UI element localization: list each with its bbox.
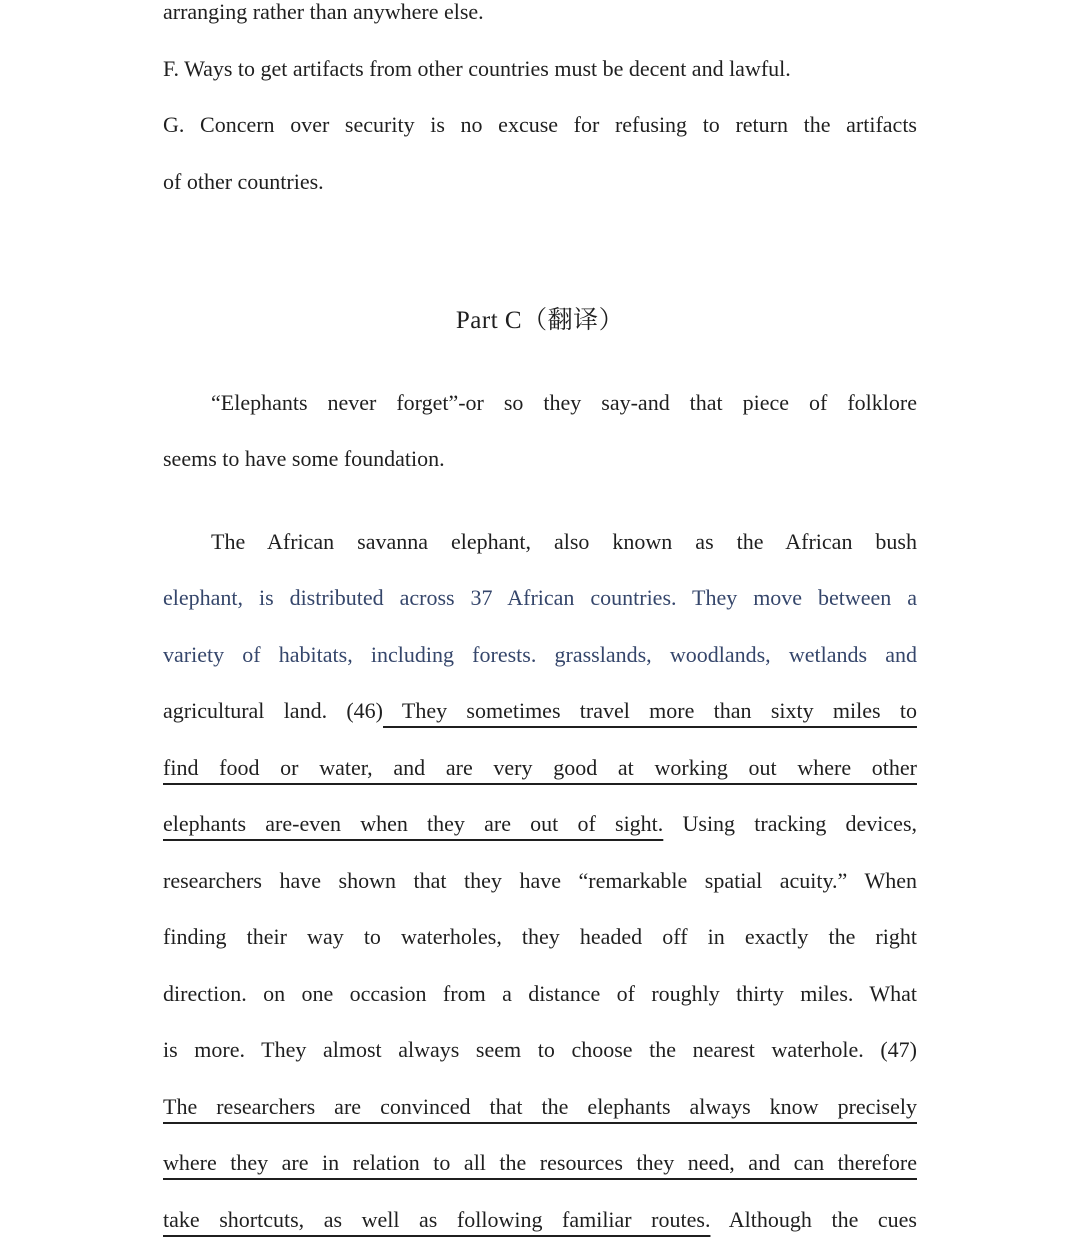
text-segment: of other countries. — [163, 169, 324, 194]
underlined-text: The researchers are convinced that the elephants always know precisely — [163, 1094, 917, 1119]
text-segment: Using tracking devices, — [663, 811, 917, 836]
text-segment: variety of habitats, including forests. grasslands, woodlands, wetlands and — [163, 642, 917, 667]
text-line — [163, 0, 917, 41]
underlined-text: find food or water, and are very good at working out where other — [163, 755, 917, 780]
text-line — [163, 796, 917, 853]
text-line — [163, 570, 917, 627]
text-line — [163, 853, 917, 910]
text-segment: researchers have shown that they have “remarkable spatial acuity.” When — [163, 868, 917, 893]
underlined-text: where they are in relation to all the resources they need, and can therefore — [163, 1150, 917, 1175]
text-line — [163, 154, 917, 211]
text-line — [163, 1022, 917, 1079]
text-line — [163, 431, 917, 488]
text-segment: The African savanna elephant, also known as the African bush — [211, 529, 917, 554]
section-heading: Part C（翻译） — [163, 293, 917, 350]
text-line — [163, 1079, 917, 1136]
text-line — [163, 375, 917, 432]
text-line — [163, 740, 917, 797]
text-segment: elephant, is distributed across 37 African countries. They move between a — [163, 585, 917, 610]
text-line — [163, 514, 917, 571]
text-segment: finding their way to waterholes, they headed off in exactly the right — [163, 924, 917, 949]
text-segment: direction. on one occasion from a distance of roughly thirty miles. What — [163, 981, 917, 1006]
text-line — [163, 966, 917, 1023]
text-segment: “Elephants never forget”-or so they say-and that piece of folklore — [211, 390, 917, 415]
text-line — [163, 909, 917, 966]
text-line — [163, 1192, 917, 1248]
text-segment: is more. They almost always seem to choose the nearest waterhole. (47) — [163, 1037, 917, 1062]
underlined-text: elephants are-even when they are out of sight. — [163, 811, 663, 836]
text-segment: Although the cues — [710, 1207, 917, 1232]
text-segment: G. Concern over security is no excuse for refusing to return the artifacts — [163, 112, 917, 137]
text-line — [163, 1135, 917, 1192]
text-line — [163, 627, 917, 684]
text-line — [163, 683, 917, 740]
document-body — [163, 0, 917, 1248]
text-line — [163, 97, 917, 154]
underlined-text: take shortcuts, as well as following familiar routes. — [163, 1207, 710, 1232]
text-segment: F. Ways to get artifacts from other countries must be decent and lawful. — [163, 56, 791, 81]
text-segment: seems to have some foundation. — [163, 446, 445, 471]
text-segment: arranging rather than anywhere else. — [163, 0, 484, 24]
text-segment: agricultural land. (46) — [163, 698, 383, 723]
underlined-text: They sometimes travel more than sixty miles to — [383, 698, 917, 723]
text-line — [163, 41, 917, 98]
